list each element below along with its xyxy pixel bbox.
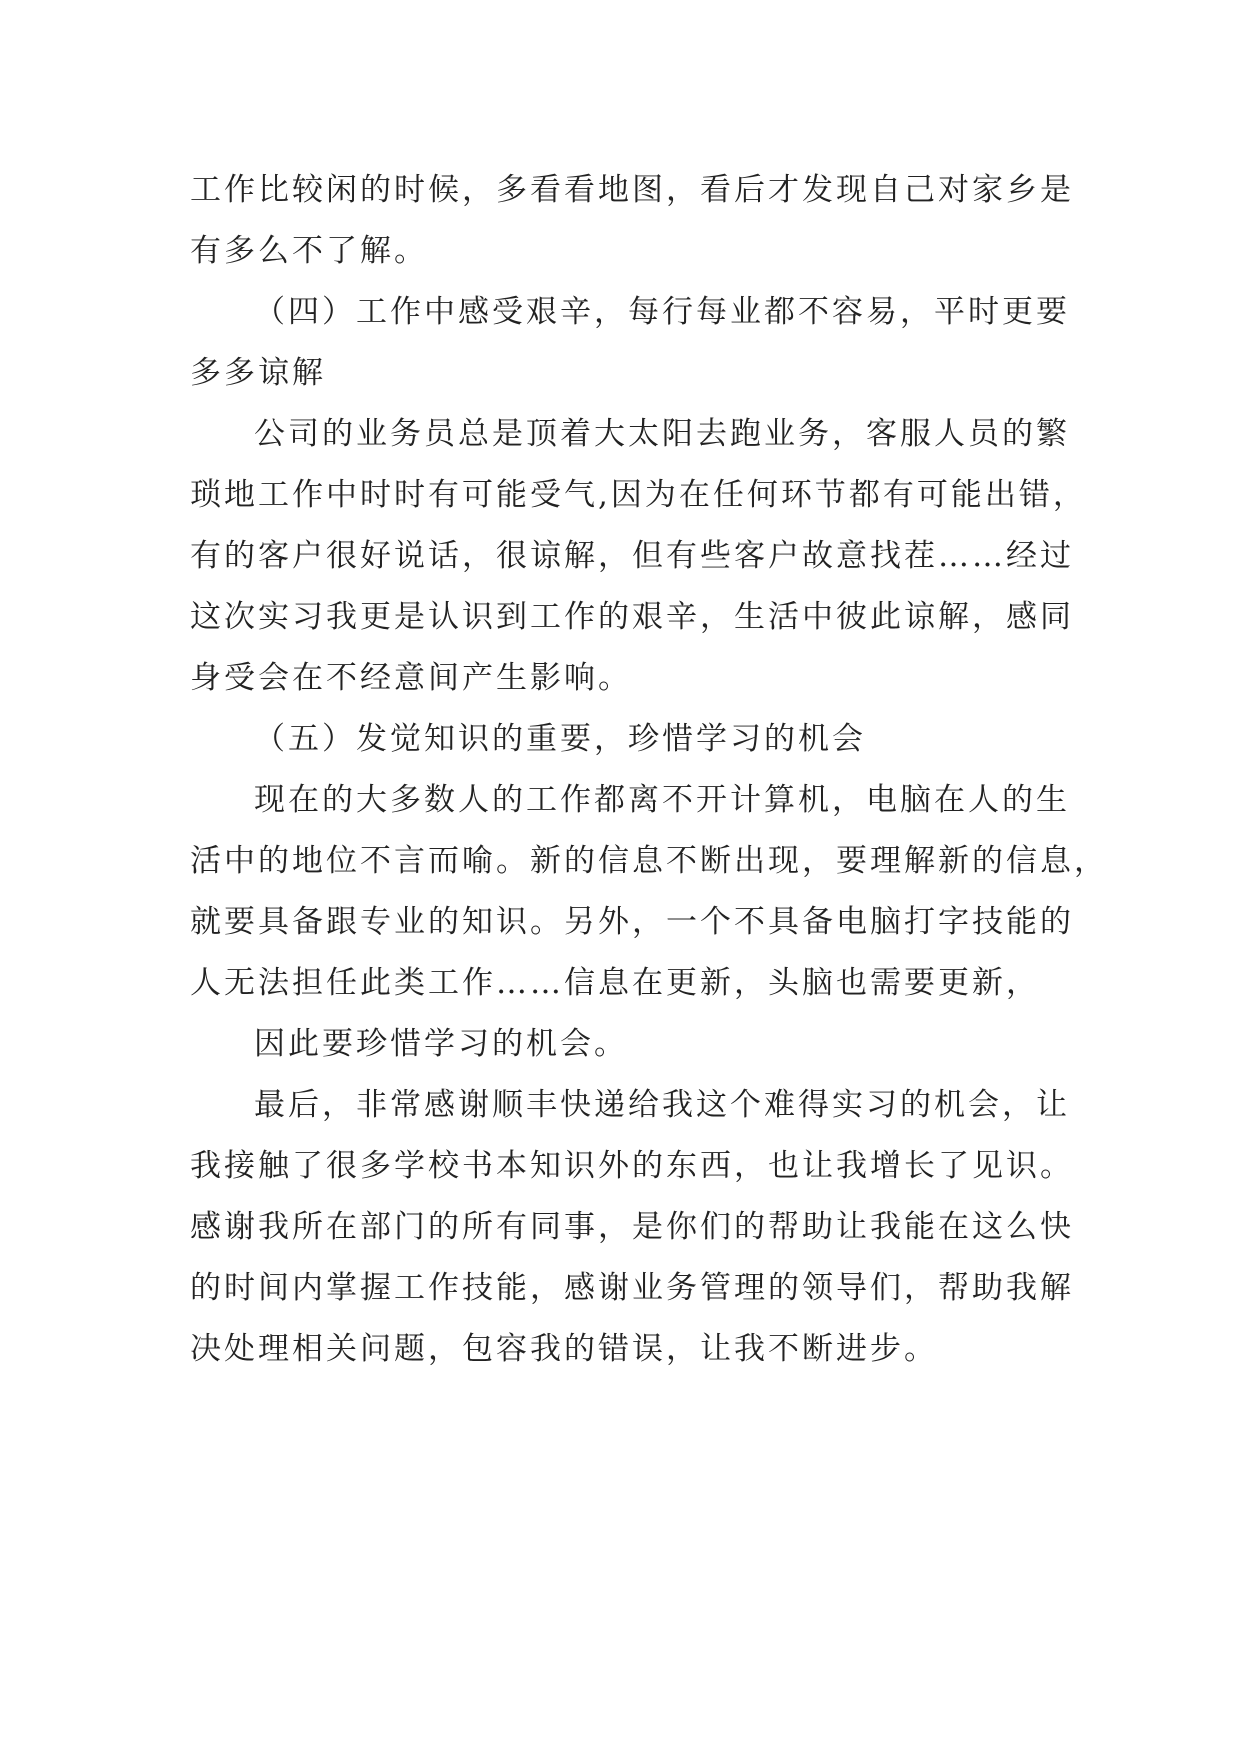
- body-text: [190, 160, 1108, 1380]
- text-line: 人无法担任此类工作……信息在更新，头脑也需要更新，: [190, 965, 1040, 1001]
- text-line: 公司的业务员总是顶着大太阳去跑业务，客服人员的繁: [254, 416, 1070, 452]
- text-line: 最后，非常感谢顺丰快递给我这个难得实习的机会，让: [254, 1087, 1070, 1123]
- section-heading-5: （五）发觉知识的重要，珍惜学习的机会: [254, 721, 866, 757]
- section-heading-4: （四）工作中感受艰辛，每行每业都不容易，平时更要: [254, 294, 1070, 330]
- text-line: 琐地工作中时时有可能受气,因为在任何环节都有可能出错，: [190, 477, 1087, 513]
- text-line: 有的客户很好说话，很谅解，但有些客户故意找茬……经过: [190, 538, 1074, 574]
- text-line: 有多么不了解。: [190, 233, 428, 269]
- text-line: 身受会在不经意间产生影响。: [190, 660, 632, 696]
- text-line: 我接触了很多学校书本知识外的东西，也让我增长了见识。: [190, 1148, 1074, 1184]
- text-line: 工作比较闲的时候，多看看地图，看后才发现自己对家乡是: [190, 172, 1074, 208]
- text-line: 就要具备跟专业的知识。另外，一个不具备电脑打字技能的: [190, 904, 1074, 940]
- text-line: 现在的大多数人的工作都离不开计算机，电脑在人的生: [254, 782, 1070, 818]
- section-heading-4-cont: 多多谅解: [190, 355, 326, 391]
- text-line: 感谢我所在部门的所有同事，是你们的帮助让我能在这么快: [190, 1209, 1074, 1245]
- text-line: 这次实习我更是认识到工作的艰辛，生活中彼此谅解，感同: [190, 599, 1074, 635]
- text-line: 决处理相关问题，包容我的错误，让我不断进步。: [190, 1331, 938, 1367]
- text-line: 因此要珍惜学习的机会。: [254, 1026, 628, 1062]
- text-line: 的时间内掌握工作技能，感谢业务管理的领导们，帮助我解: [190, 1270, 1074, 1306]
- text-line: 活中的地位不言而喻。新的信息不断出现，要理解新的信息，: [190, 843, 1108, 879]
